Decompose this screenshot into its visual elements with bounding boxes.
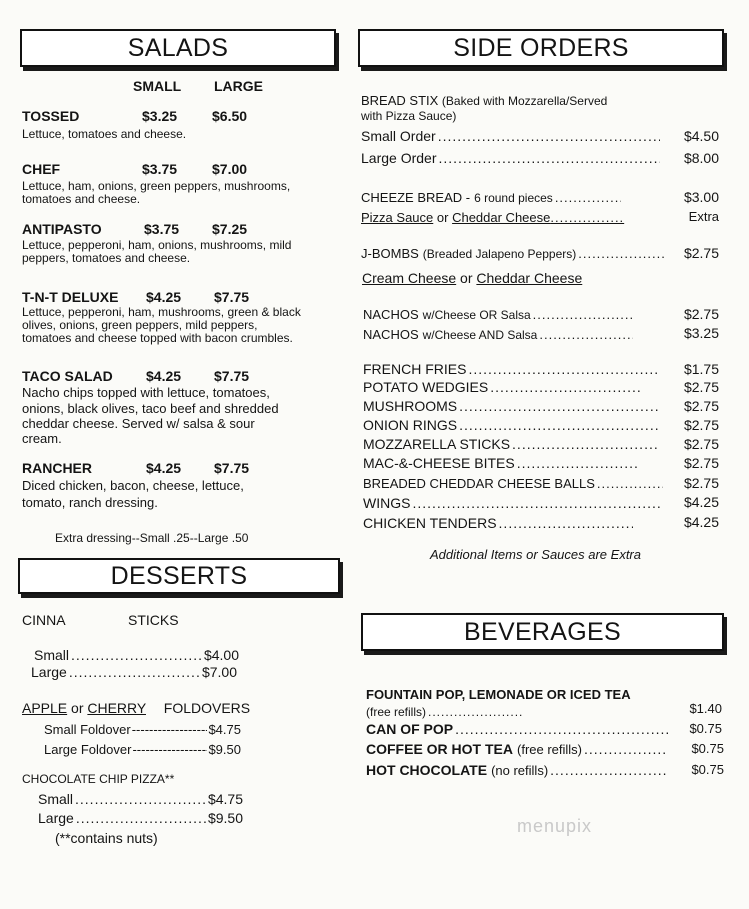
nachos-and-row <box>363 327 635 342</box>
leader-dots <box>459 417 660 433</box>
salads-col-large: LARGE <box>214 78 263 94</box>
salad-small-chef: $3.75 <box>142 161 178 177</box>
salad-name-rancher: RANCHER <box>22 460 92 476</box>
side-name: ONION RINGS <box>363 417 458 433</box>
cherry-label: CHERRY <box>87 700 146 716</box>
small-order-price: $4.50 <box>683 128 719 144</box>
leader-dots <box>555 190 621 205</box>
side-row-potato-wedgies <box>363 379 645 395</box>
extra-label: Extra <box>688 209 719 224</box>
side-orders-title: SIDE ORDERS <box>453 33 629 62</box>
salads-title: SALADS <box>127 33 229 62</box>
salad-desc-chef-2: tomatoes and cheese. <box>22 192 141 206</box>
choc-large-row <box>38 810 243 826</box>
side-price-mushrooms: $2.75 <box>683 398 719 414</box>
leader-dots <box>428 705 524 719</box>
side-name: WINGS <box>363 495 411 511</box>
side-name: MUSHROOMS <box>363 398 458 414</box>
can-of-pop-row <box>366 721 672 737</box>
choc-small-price: $4.75 <box>207 791 243 807</box>
salad-name-tnt: T-N-T DELUXE <box>22 289 119 305</box>
side-row-chicken-tenders <box>363 515 635 531</box>
salad-large-taco: $7.75 <box>214 368 250 384</box>
side-row-onion-rings <box>363 417 662 433</box>
small-foldover-price: $4.75 <box>208 722 241 737</box>
side-price-chicken-tenders: $4.25 <box>683 514 719 530</box>
cinna-label-a: CINNA <box>22 612 66 628</box>
beverages-header <box>361 613 724 651</box>
cheeze-bread-row <box>361 190 623 205</box>
side-row-french-fries <box>363 361 662 377</box>
salad-desc-taco-3: cheddar cheese. Served w/ salsa & sour <box>22 416 255 431</box>
salad-large-antipasto: $7.25 <box>212 221 248 237</box>
leader-dots <box>512 436 660 452</box>
salad-desc-chef-1: Lettuce, ham, onions, green peppers, mushrooms, <box>22 179 291 193</box>
cheeze-bread-options <box>361 210 624 225</box>
salad-desc-rancher-2: tomato, ranch dressing. <box>22 495 158 510</box>
leader-dots <box>71 647 202 663</box>
apple-label: APPLE <box>22 700 68 716</box>
side-price-wings: $4.25 <box>683 494 719 510</box>
side-row-mozzarella-sticks <box>363 436 662 452</box>
can-of-pop-label: CAN OF POP <box>366 721 454 737</box>
salad-name-tossed: TOSSED <box>22 108 80 124</box>
menupix-watermark: menupix <box>517 816 593 836</box>
nachos-or-label: NACHOS <box>363 307 419 322</box>
cinna-label-b: STICKS <box>128 612 179 628</box>
salad-large-tnt: $7.75 <box>214 289 250 305</box>
salad-large-chef: $7.00 <box>212 161 248 177</box>
leader-dots <box>412 495 663 511</box>
cinna-small-row <box>34 647 239 663</box>
cheddar-cheese-label-2: Cheddar Cheese <box>476 270 583 286</box>
side-price-potato-wedgies: $2.75 <box>683 379 719 395</box>
side-name: BREADED CHEDDAR CHEESE BALLS <box>363 476 595 491</box>
salad-desc-taco-2: onions, black olives, taco beef and shredded <box>22 401 279 416</box>
cinna-large-row <box>31 664 237 680</box>
side-price-french-fries: $1.75 <box>683 361 719 377</box>
large-foldover-label: Large Foldover <box>44 742 132 757</box>
salad-name-taco: TACO SALAD <box>22 368 113 384</box>
salad-small-tossed: $3.25 <box>142 108 178 124</box>
small-order-label: Small Order <box>361 128 436 144</box>
can-of-pop-price: $0.75 <box>689 721 722 736</box>
breadstix-line-2: with Pizza Sauce) <box>361 109 457 123</box>
cheeze-bread-note: 6 round pieces <box>474 191 553 205</box>
nachos-and-price: $3.25 <box>683 325 719 341</box>
coffee-note: (free refills) <box>517 742 583 757</box>
side-price-mac-cheese-bites: $2.75 <box>683 455 719 471</box>
leader-dots <box>597 476 663 491</box>
salad-small-tnt: $4.25 <box>146 289 182 305</box>
hot-chocolate-note: (no refills) <box>491 763 549 778</box>
leader-dots <box>578 246 667 261</box>
leader-dots <box>550 762 668 778</box>
hot-chocolate-row <box>366 762 670 778</box>
large-foldover-price: $9.50 <box>208 742 241 757</box>
desserts-title: DESSERTS <box>110 561 248 590</box>
choc-small-label: Small <box>38 791 74 807</box>
or-label: or <box>436 210 449 225</box>
coffee-price: $0.75 <box>691 741 724 756</box>
side-price-cheddar-balls: $2.75 <box>683 475 719 491</box>
cinna-large-label: Large <box>31 664 67 680</box>
large-order-label: Large Order <box>361 150 437 166</box>
side-name: MOZZARELLA STICKS <box>363 436 511 452</box>
hot-chocolate-label: HOT CHOCOLATE <box>366 762 488 778</box>
leader-dashes <box>132 742 207 757</box>
cheddar-cheese-label: Cheddar Cheese <box>452 210 551 225</box>
leader-dots <box>533 307 633 322</box>
foldovers-label: FOLDOVERS <box>163 700 251 716</box>
beverages-title: BEVERAGES <box>464 617 621 646</box>
cream-cheese-label: Cream Cheese <box>362 270 457 286</box>
nachos-or-price: $2.75 <box>683 306 719 322</box>
contains-nuts-note: (**contains nuts) <box>55 830 158 846</box>
hot-chocolate-price: $0.75 <box>691 762 724 777</box>
leader-dots <box>468 361 660 377</box>
leader-dots <box>438 150 660 166</box>
choc-small-row <box>38 791 243 807</box>
salad-name-antipasto: ANTIPASTO <box>22 221 102 237</box>
foldovers-heading <box>22 700 250 716</box>
breadstix-note: (Baked with Mozzarella/Served <box>441 94 608 108</box>
salad-desc-tnt-2: olives, onions, green peppers, mild peppers, <box>22 318 258 332</box>
leader-dots <box>438 128 660 144</box>
side-name: MAC-&-CHEESE BITES <box>363 455 515 471</box>
nachos-and-label: NACHOS <box>363 327 419 342</box>
coffee-label: COFFEE OR HOT TEA <box>366 741 513 757</box>
salad-desc-tnt-3: tomatoes and cheese topped with bacon crumbles. <box>22 331 293 345</box>
leader-dashes <box>132 722 208 737</box>
side-price-mozzarella-sticks: $2.75 <box>683 436 719 452</box>
side-row-cheddar-balls <box>363 476 665 491</box>
salad-large-tossed: $6.50 <box>212 108 248 124</box>
small-foldover-row <box>44 722 241 737</box>
salad-name-chef: CHEF <box>22 161 61 177</box>
leader-dots <box>459 398 660 414</box>
breadstix-name: BREAD STIX <box>361 93 439 108</box>
leader-dots-underlined: ................ <box>550 210 625 225</box>
salad-desc-antipasto-2: peppers, tomatoes and cheese. <box>22 251 191 265</box>
jbombs-row <box>361 246 669 261</box>
salad-small-rancher: $4.25 <box>146 460 182 476</box>
nachos-or-note: w/Cheese OR Salsa <box>422 308 531 322</box>
salad-small-antipasto: $3.75 <box>144 221 180 237</box>
salad-desc-tnt-1: Lettuce, pepperoni, ham, mushrooms, green & black <box>22 305 301 319</box>
salads-header <box>20 29 336 67</box>
choc-chip-pizza-title: CHOCOLATE CHIP PIZZA** <box>22 772 175 786</box>
fountain-label: FOUNTAIN POP, LEMONADE OR ICED TEA <box>366 687 631 702</box>
desserts-header <box>18 558 340 594</box>
leader-dots <box>490 379 643 395</box>
jbombs-note: (Breaded Jalapeno Peppers) <box>422 247 577 261</box>
fountain-refills-row <box>366 705 526 719</box>
coffee-row <box>366 741 670 757</box>
side-name: FRENCH FRIES <box>363 361 467 377</box>
salad-large-rancher: $7.75 <box>214 460 250 476</box>
side-orders-header <box>358 29 724 67</box>
leader-dots <box>584 741 668 757</box>
small-foldover-label: Small Foldover <box>44 722 131 737</box>
fountain-refills-label: (free refills) <box>366 705 427 719</box>
large-foldover-row <box>44 742 241 757</box>
cheeze-bread-label: CHEEZE BREAD - <box>361 190 471 205</box>
salads-extra-dressing: Extra dressing--Small .25--Large .50 <box>55 531 249 545</box>
side-row-mac-cheese-bites <box>363 455 641 471</box>
or-label: or <box>71 700 84 716</box>
additional-items-note: Additional Items or Sauces are Extra <box>430 547 641 562</box>
nachos-or-row <box>363 307 635 322</box>
leader-dots <box>75 791 206 807</box>
leader-dots <box>76 810 206 826</box>
side-price-onion-rings: $2.75 <box>683 417 719 433</box>
large-order-row <box>361 150 662 166</box>
salad-desc-rancher-1: Diced chicken, bacon, cheese, lettuce, <box>22 478 244 493</box>
side-row-wings <box>363 495 665 511</box>
small-order-row <box>361 128 662 144</box>
side-name: CHICKEN TENDERS <box>363 515 497 531</box>
jbombs-price: $2.75 <box>683 245 719 261</box>
choc-large-price: $9.50 <box>207 810 243 826</box>
salad-desc-tossed: Lettuce, tomatoes and cheese. <box>22 127 187 141</box>
or-label: or <box>460 270 473 286</box>
breadstix-line-1 <box>361 93 607 108</box>
side-row-mushrooms <box>363 398 662 414</box>
pizza-sauce-label: Pizza Sauce <box>361 210 434 225</box>
leader-dots <box>539 327 633 342</box>
leader-dots <box>517 455 639 471</box>
jbombs-options <box>362 270 582 286</box>
salad-desc-taco-1: Nacho chips topped with lettuce, tomatoes, <box>22 385 270 400</box>
large-order-price: $8.00 <box>683 150 719 166</box>
jbombs-label: J-BOMBS <box>361 246 419 261</box>
cinna-large-price: $7.00 <box>201 664 237 680</box>
salad-desc-taco-4: cream. <box>22 431 62 446</box>
cinna-small-label: Small <box>34 647 70 663</box>
leader-dots <box>499 515 633 531</box>
fountain-price: $1.40 <box>689 701 722 716</box>
cinna-small-price: $4.00 <box>203 647 239 663</box>
leader-dots <box>69 664 200 680</box>
salad-desc-antipasto-1: Lettuce, pepperoni, ham, onions, mushrooms, mild <box>22 238 292 252</box>
nachos-and-note: w/Cheese AND Salsa <box>422 328 538 342</box>
choc-large-label: Large <box>38 810 74 826</box>
cheeze-bread-price: $3.00 <box>683 189 719 205</box>
leader-dots <box>455 721 670 737</box>
side-name: POTATO WEDGIES <box>363 379 489 395</box>
salad-small-taco: $4.25 <box>146 368 182 384</box>
salads-col-small: SMALL <box>133 78 182 94</box>
